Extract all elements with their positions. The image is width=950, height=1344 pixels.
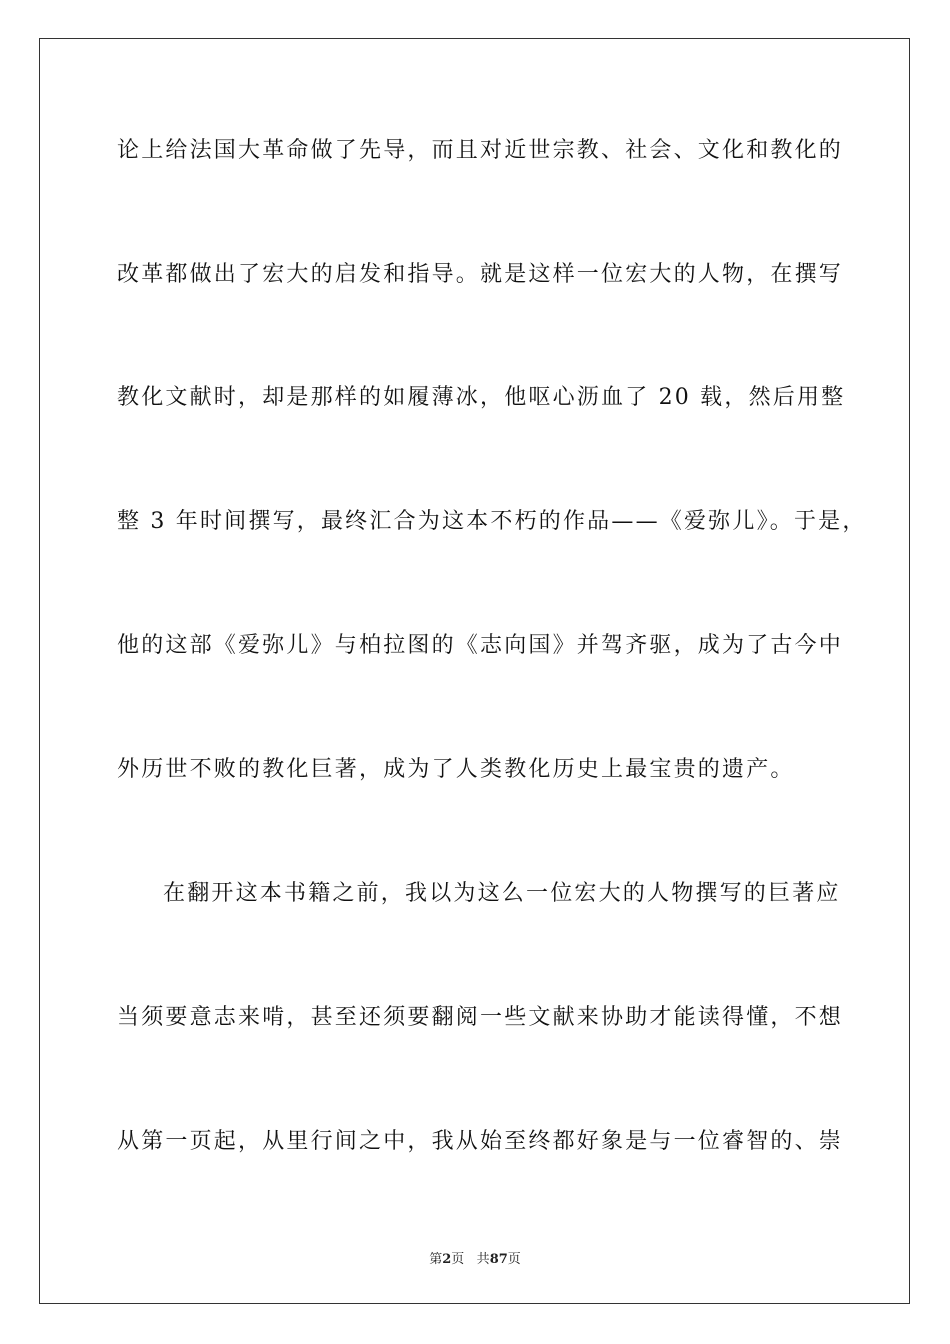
body-line-2: 改革都做出了宏大的启发和指导。就是这样一位宏大的人物，在撰写 bbox=[117, 262, 844, 287]
footer-page-number: 2 bbox=[442, 1252, 452, 1267]
footer-page-suffix: 页 bbox=[451, 1252, 465, 1267]
body-line-3: 教化文献时，却是那样的如履薄冰，他呕心沥血了 20 载，然后用整 bbox=[117, 385, 846, 410]
body-line-6: 外历世不败的教化巨著，成为了人类教化历史上最宝贵的遗产。 bbox=[117, 757, 795, 782]
body-line-5: 他的这部《爱弥儿》与柏拉图的《志向国》并驾齐驱，成为了古今中 bbox=[117, 633, 844, 658]
footer-total-prefix: 共 bbox=[476, 1252, 490, 1267]
body-line-1: 论上给法国大革命做了先导，而且对近世宗教、社会、文化和教化的 bbox=[117, 138, 844, 163]
page-border bbox=[39, 38, 910, 1304]
body-line-9: 从第一页起，从里行间之中，我从始至终都好象是与一位睿智的、崇 bbox=[117, 1129, 844, 1154]
body-line-7-paragraph-start: 在翻开这本书籍之前，我以为这么一位宏大的人物撰写的巨著应 bbox=[163, 881, 841, 906]
body-line-8: 当须要意志来啃，甚至还须要翻阅一些文献来协助才能读得懂，不想 bbox=[117, 1005, 844, 1030]
footer-total-pages: 87 bbox=[489, 1252, 508, 1267]
footer-total-suffix: 页 bbox=[507, 1252, 521, 1267]
footer-page-prefix: 第 bbox=[429, 1252, 443, 1267]
page-footer bbox=[0, 1248, 950, 1267]
body-line-4: 整 3 年时间撰写，最终汇合为这本不朽的作品——《爱弥儿》。于是， bbox=[117, 509, 867, 534]
